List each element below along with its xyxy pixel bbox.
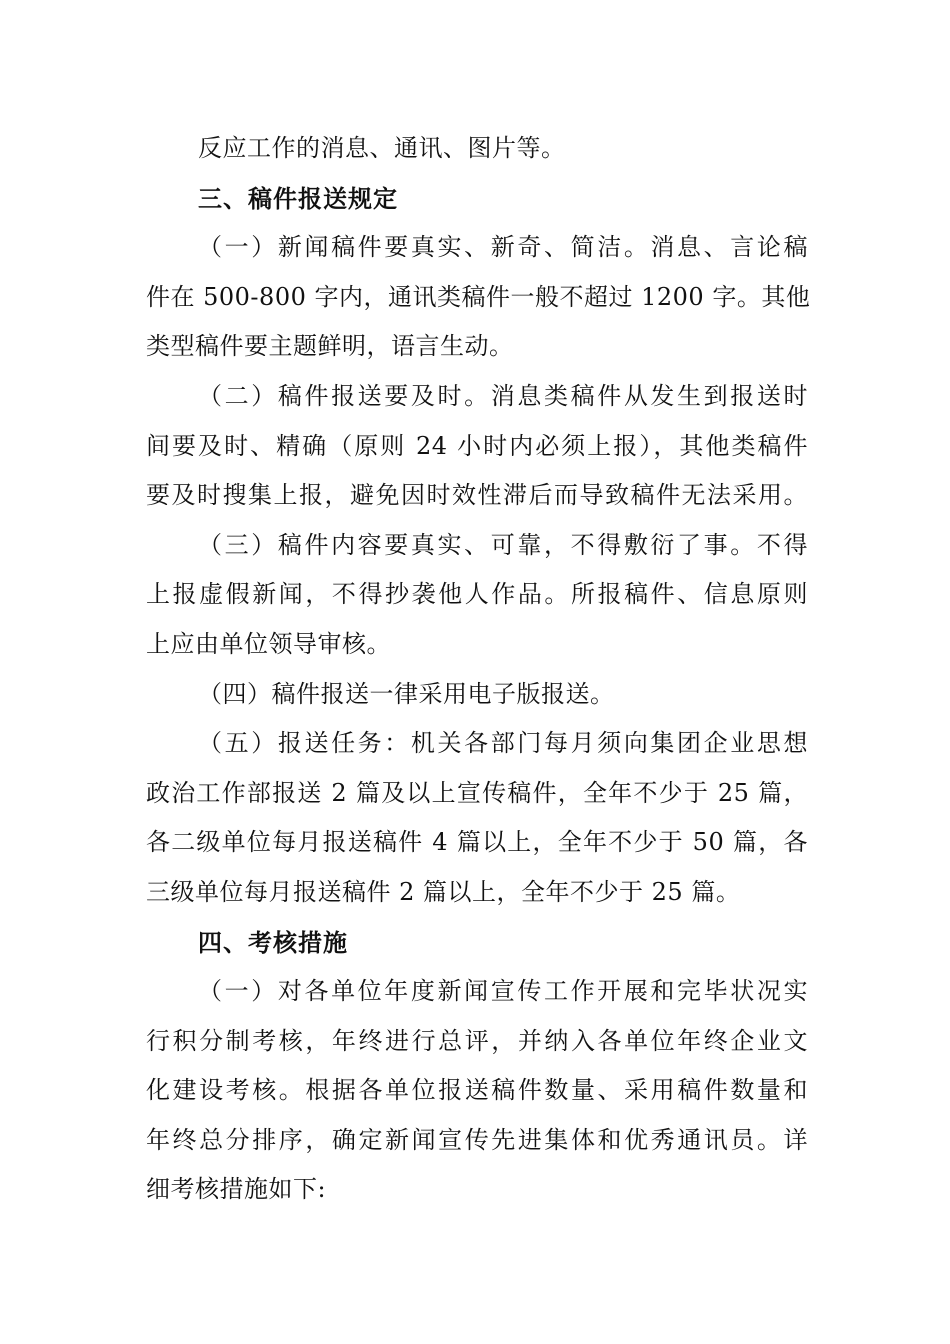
text-line: （三）稿件内容要真实、可靠，不得敷衍了事。不得 (198, 530, 808, 559)
section-heading: 三、稿件报送规定 (198, 183, 398, 213)
document-body (146, 124, 811, 1215)
text-line: 政治工作部报送 2 篇及以上宣传稿件，全年不少于 25 篇， (146, 778, 808, 807)
text-line: 年终总分排序，确定新闻宣传先进集体和优秀通讯员。详 (146, 1125, 808, 1154)
text-line: （一）新闻稿件要真实、新奇、简洁。消息、言论稿 (198, 233, 808, 262)
section-heading: 四、考核措施 (198, 927, 348, 957)
text-line: 间要及时、精确（原则 24 小时内必须上报），其他类稿件 (146, 431, 808, 460)
text-line: 上报虚假新闻，不得抄袭他人作品。所报稿件、信息原则 (146, 580, 808, 609)
text-line: 反应工作的消息、通讯、图片等。 (198, 134, 566, 162)
text-line: 化建设考核。根据各单位报送稿件数量、采用稿件数量和 (146, 1076, 808, 1105)
text-line: 要及时搜集上报，避免因时效性滞后而导致稿件无法采用。 (146, 481, 808, 510)
text-line: （一）对各单位年度新闻宣传工作开展和完毕状况实 (198, 977, 808, 1006)
text-line: （二）稿件报送要及时。消息类稿件从发生到报送时 (198, 381, 808, 410)
text-line: 件在 500-800 字内，通讯类稿件一般不超过 1200 字。其他 (146, 282, 811, 311)
text-line: 行积分制考核，年终进行总评，并纳入各单位年终企业文 (146, 1026, 808, 1055)
text-line: 上应由单位领导审核。 (146, 629, 391, 658)
text-line: （四）稿件报送一律采用电子版报送。 (198, 679, 615, 708)
text-line: 三级单位每月报送稿件 2 篇以上，全年不少于 25 篇。 (146, 877, 741, 906)
text-line: 细考核措施如下: (146, 1175, 327, 1204)
text-line: （五）报送任务：机关各部门每月须向集团企业思想 (198, 729, 808, 758)
text-line: 各二级单位每月报送稿件 4 篇以上，全年不少于 50 篇，各 (146, 828, 808, 857)
text-line: 类型稿件要主题鲜明，语言生动。 (146, 332, 514, 361)
